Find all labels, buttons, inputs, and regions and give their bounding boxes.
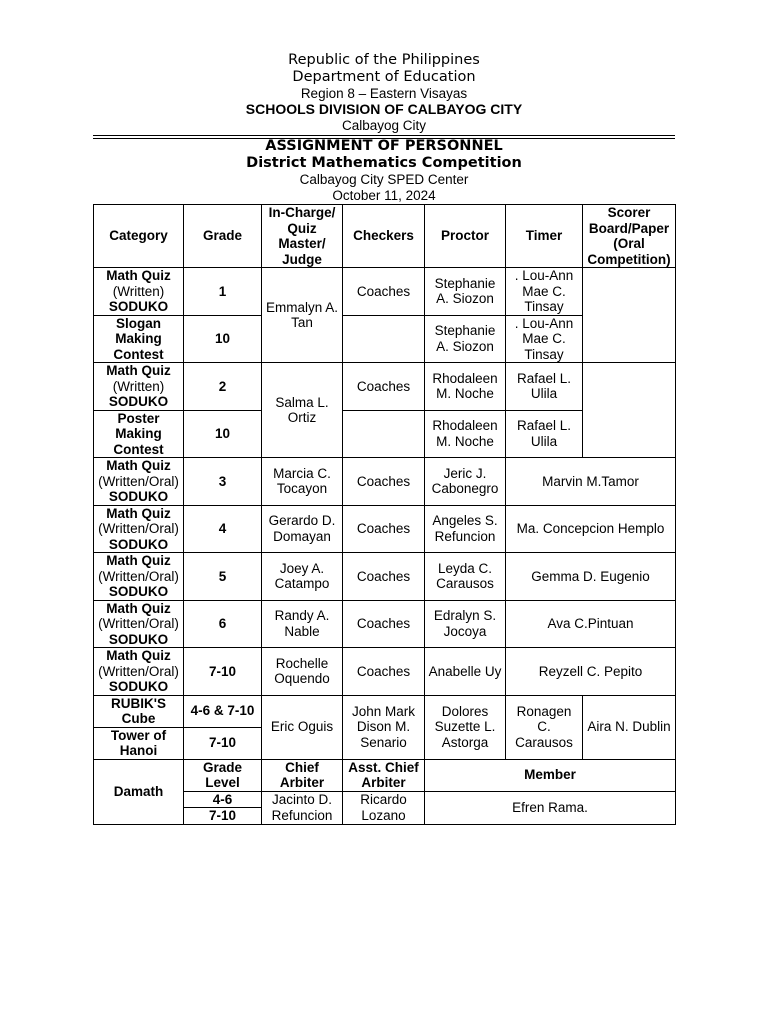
incharge-cell: Eric Oguis — [262, 695, 343, 759]
assignment-table — [93, 204, 676, 825]
incharge-cell: Marcia C. Tocayon — [262, 458, 343, 506]
grade-cell: 5 — [184, 553, 262, 601]
timer-cell: Rafael L. Ulila — [506, 363, 583, 411]
category-cell — [94, 363, 184, 411]
category-cell: Slogan Making Contest — [94, 315, 184, 363]
category-extra: SODUKO — [108, 679, 169, 694]
damath-asst-cell: Ricardo Lozano — [343, 791, 425, 824]
timer-cell: . Lou-Ann Mae C. Tinsay — [506, 315, 583, 363]
proctor-cell: Stephanie A. Siozon — [425, 315, 506, 363]
proctor-cell: Dolores Suzette L. Astorga — [425, 695, 506, 759]
doc-date: October 11, 2024 — [332, 188, 436, 203]
category-mode: (Written/Oral) — [98, 521, 179, 536]
incharge-cell: Joey A. Catampo — [262, 553, 343, 601]
table-row — [94, 268, 676, 316]
category-cell — [94, 648, 184, 696]
table-row — [94, 458, 676, 506]
category-extra: SODUKO — [108, 299, 169, 314]
col-header-checkers: Checkers — [343, 205, 425, 268]
grade-cell: 2 — [184, 363, 262, 411]
col-header-timer: Timer — [506, 205, 583, 268]
category-extra: SODUKO — [108, 536, 169, 552]
proctor-cell: Jeric J. Cabonegro — [425, 458, 506, 506]
col-header-scorer: Scorer Board/Paper (Oral Competition) — [583, 205, 676, 268]
category-name: Math Quiz — [106, 268, 171, 283]
col-header-category: Category — [94, 205, 184, 268]
category-mode: (Written/Oral) — [98, 568, 179, 584]
timer-scorer-cell: Gemma D. Eugenio — [506, 553, 676, 601]
category-extra: SODUKO — [108, 631, 169, 647]
checkers-cell: Coaches — [343, 505, 425, 553]
proctor-cell: Rhodaleen M. Noche — [425, 410, 506, 458]
damath-grade-header: Grade Level — [184, 759, 262, 791]
damath-category-cell: Damath — [94, 759, 184, 824]
damath-chief-header: Chief Arbiter — [262, 759, 343, 791]
checkers-cell: Coaches — [343, 648, 425, 696]
damath-grade-cell: 4-6 — [184, 791, 262, 808]
checkers-cell: Coaches — [343, 458, 425, 506]
proctor-cell: Angeles S. Refuncion — [425, 505, 506, 553]
doc-subtitle: District Mathematics Competition — [246, 155, 522, 171]
category-mode: (Written) — [112, 378, 165, 394]
damath-asst-header: Asst. Chief Arbiter — [343, 759, 425, 791]
category-mode: (Written) — [112, 283, 165, 299]
category-mode: (Written/Oral) — [98, 616, 179, 631]
table-row — [94, 553, 676, 601]
header-rule-top — [93, 135, 675, 136]
incharge-cell: Emmalyn A. Tan — [262, 268, 343, 363]
doc-title: ASSIGNMENT OF PERSONNEL — [265, 138, 503, 154]
damath-chief-cell: Jacinto D. Refuncion — [262, 791, 343, 824]
timer-cell: Rafael L. Ulila — [506, 410, 583, 458]
table-row — [94, 600, 676, 648]
header-republic: Republic of the Philippines — [288, 52, 480, 68]
table-row — [94, 363, 676, 411]
damath-grade-cell: 7-10 — [184, 808, 262, 825]
damath-header-row — [94, 759, 676, 791]
category-cell — [94, 505, 184, 553]
table-header-row — [94, 205, 676, 268]
grade-cell: 6 — [184, 600, 262, 648]
category-name: Math Quiz — [106, 458, 171, 473]
category-mode: (Written/Oral) — [98, 663, 179, 679]
proctor-cell: Stephanie A. Siozon — [425, 268, 506, 316]
damath-member-cell: Efren Rama. — [425, 791, 676, 824]
timer-scorer-cell: Ma. Concepcion Hemplo — [506, 505, 676, 553]
checkers-cell — [343, 315, 425, 363]
grade-cell: 7-10 — [184, 648, 262, 696]
grade-cell: 4-6 & 7-10 — [184, 695, 262, 727]
doc-venue: Calbayog City SPED Center — [299, 172, 469, 187]
checkers-cell: Coaches — [343, 553, 425, 601]
category-cell — [94, 458, 184, 506]
checkers-cell: Coaches — [343, 600, 425, 648]
checkers-cell: Coaches — [343, 268, 425, 316]
grade-cell: 4 — [184, 505, 262, 553]
proctor-cell: Rhodaleen M. Noche — [425, 363, 506, 411]
table-row — [94, 505, 676, 553]
header-division: SCHOOLS DIVISION OF CALBAYOG CITY — [245, 101, 523, 117]
category-extra: SODUKO — [108, 489, 169, 504]
category-cell: Tower of Hanoi — [94, 727, 184, 759]
damath-member-header: Member — [425, 759, 676, 791]
proctor-cell: Edralyn S. Jocoya — [425, 600, 506, 648]
category-cell — [94, 553, 184, 601]
checkers-cell: Coaches — [343, 363, 425, 411]
incharge-cell: Salma L. Ortiz — [262, 363, 343, 458]
header-region: Region 8 – Eastern Visayas — [300, 86, 468, 101]
incharge-cell: Randy A. Nable — [262, 600, 343, 648]
category-extra: SODUKO — [108, 584, 169, 599]
timer-cell: Ronagen C. Carausos — [506, 695, 583, 759]
grade-cell: 7-10 — [184, 727, 262, 759]
category-name: Math Quiz — [106, 600, 171, 616]
col-header-proctor: Proctor — [425, 205, 506, 268]
category-cell: RUBIK'S Cube — [94, 695, 184, 727]
col-header-grade: Grade — [184, 205, 262, 268]
checkers-cell: John Mark Dison M. Senario — [343, 695, 425, 759]
timer-cell: . Lou-Ann Mae C. Tinsay — [506, 268, 583, 316]
incharge-cell: Gerardo D. Domayan — [262, 505, 343, 553]
category-name: Math Quiz — [106, 363, 171, 378]
grade-cell: 1 — [184, 268, 262, 316]
proctor-cell: Leyda C. Carausos — [425, 553, 506, 601]
grade-cell: 3 — [184, 458, 262, 506]
col-header-incharge: In-Charge/ Quiz Master/ Judge — [262, 205, 343, 268]
category-extra: SODUKO — [108, 394, 169, 409]
category-name: Math Quiz — [106, 648, 171, 663]
category-cell — [94, 600, 184, 648]
category-cell — [94, 268, 184, 316]
timer-scorer-cell: Ava C.Pintuan — [506, 600, 676, 648]
scorer-cell: Aira N. Dublin — [583, 695, 676, 759]
category-name: Math Quiz — [106, 505, 171, 521]
grade-cell: 10 — [184, 410, 262, 458]
scorer-cell — [583, 268, 676, 363]
checkers-cell — [343, 410, 425, 458]
scorer-cell — [583, 363, 676, 458]
timer-scorer-cell: Marvin M.Tamor — [506, 458, 676, 506]
incharge-cell: Rochelle Oquendo — [262, 648, 343, 696]
table-row — [94, 695, 676, 727]
category-mode: (Written/Oral) — [98, 473, 179, 489]
header-department: Department of Education — [292, 69, 476, 85]
grade-cell: 10 — [184, 315, 262, 363]
category-name: Math Quiz — [106, 553, 171, 568]
table-row — [94, 648, 676, 696]
header-city: Calbayog City — [341, 118, 427, 133]
timer-scorer-cell: Reyzell C. Pepito — [506, 648, 676, 696]
category-cell: Poster Making Contest — [94, 410, 184, 458]
proctor-cell: Anabelle Uy — [425, 648, 506, 696]
